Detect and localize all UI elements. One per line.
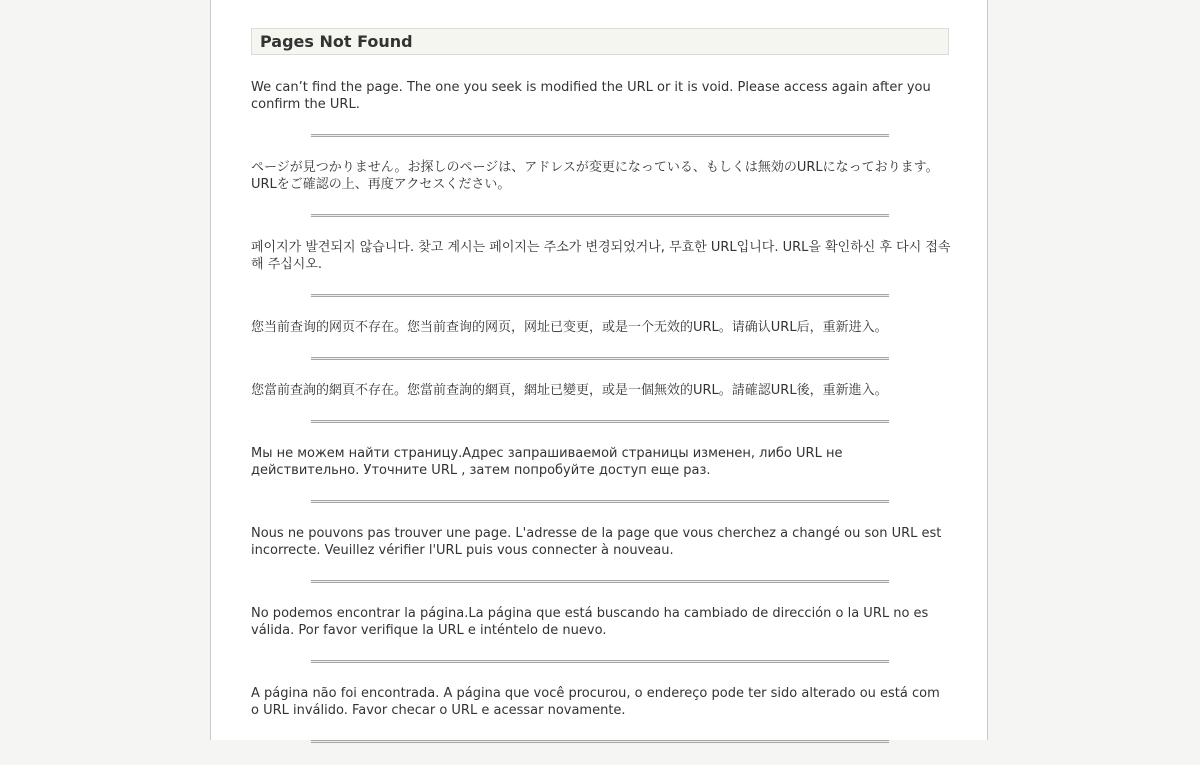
page-container [210,0,988,740]
divider [311,294,889,297]
divider [311,214,889,217]
divider [311,420,889,423]
divider [311,134,889,137]
message-russian: Мы не можем найти страницу.Адрес запрашиваемой страницы изменен, либо URL не действительно. Уточните URL , затем попробуйте доступ еще раз. [251,446,843,478]
message-japanese: ページが見つかりません。お探しのページは、アドレスが変更になっている、もしくは無効のURLになっております。URLをご確認の上、再度アクセスください。 [251,160,939,192]
message-portuguese: A página não foi encontrada. A página que você procurou, o endereço pode ter sido alterado ou está com o URL inválido. Favor checar o URL e acessar novamente. [251,686,940,718]
message-spanish: No podemos encontrar la página.La página que está buscando ha cambiado de dirección o la URL no es válida. Por favor verifique la URL e inténtelo de nuevo. [251,606,929,638]
messages-list [251,79,951,765]
message-chinese-traditional: 您當前查詢的網頁不存在。您當前查詢的網頁，網址已變更，或是一個無效的URL。請確認URL後，重新進入。 [251,383,888,398]
divider [311,500,889,503]
message-english: We can’t find the page. The one you seek is modified the URL or it is void. Please access again after you confirm the URL. [251,80,931,112]
message-korean: 페이지가 발견되지 않습니다. 찾고 계시는 페이지는 주소가 변경되었거나, 무효한 URL입니다. URL을 확인하신 후 다시 접속해 주십시오. [251,240,951,272]
divider [311,740,889,743]
divider [311,580,889,583]
page-title: Pages Not Found [260,32,413,51]
message-french: Nous ne pouvons pas trouver une page. L'adresse de la page que vous cherchez a changé ou son URL est incorrecte. Veuillez vérifier l'URL puis vous connecter à nouveau. [251,526,942,558]
divider [311,357,889,360]
message-chinese-simplified: 您当前查询的网页不存在。您当前查询的网页，网址已变更，或是一个无效的URL。请确认URL后，重新进入。 [251,320,888,335]
divider [311,660,889,663]
title-box [251,28,949,55]
